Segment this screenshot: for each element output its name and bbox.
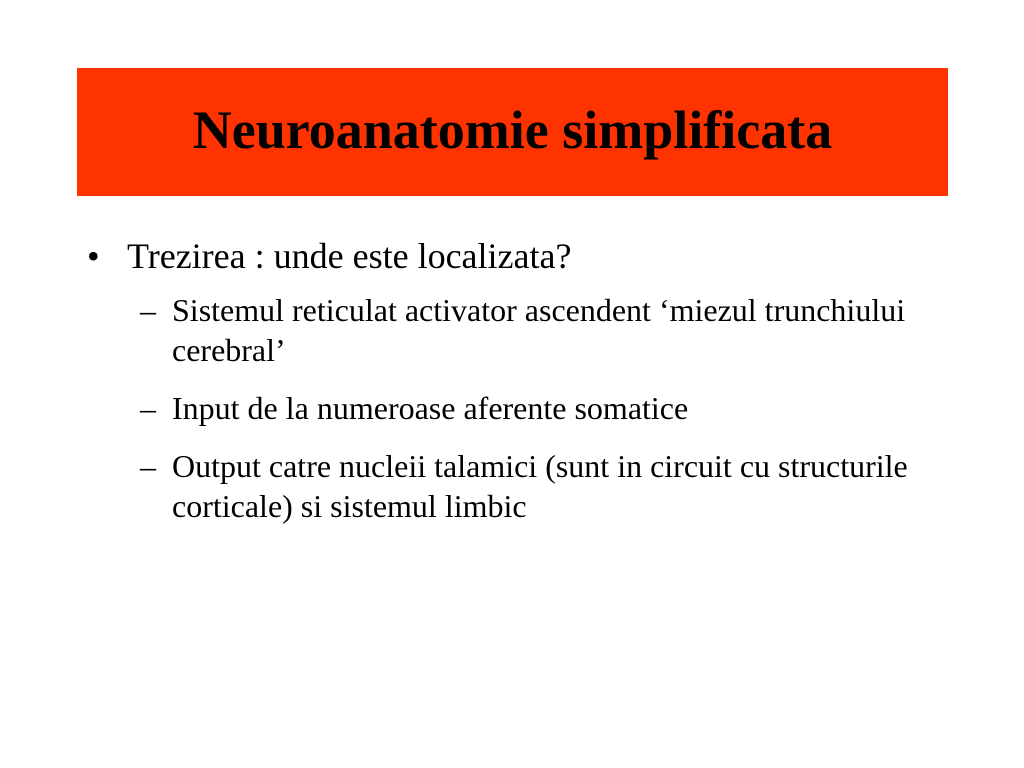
sub-bullet-text: Input de la numeroase aferente somatice [172, 390, 689, 426]
sub-bullet-item [140, 446, 955, 526]
dash-marker: – [140, 448, 156, 484]
sub-bullet-list [85, 290, 955, 526]
slide-title: Neuroanatomie simplificata [192, 100, 833, 160]
sub-bullet-item [140, 290, 955, 370]
sub-bullet-text: Output catre nucleii talamici (sunt in circuit cu structurile corticale) si sistemul limbic [172, 448, 908, 524]
sub-bullet-text: Sistemul reticulat activator ascendent ‘miezul trunchiului cerebral’ [172, 292, 906, 368]
title-banner [77, 68, 948, 196]
dash-marker: – [140, 292, 156, 328]
sub-bullet-item [140, 388, 955, 428]
bullet-item [85, 232, 955, 280]
bullet-marker: • [87, 236, 100, 276]
bullet-text: Trezirea : unde este localizata? [127, 236, 572, 276]
slide-body [85, 232, 955, 544]
dash-marker: – [140, 390, 156, 426]
